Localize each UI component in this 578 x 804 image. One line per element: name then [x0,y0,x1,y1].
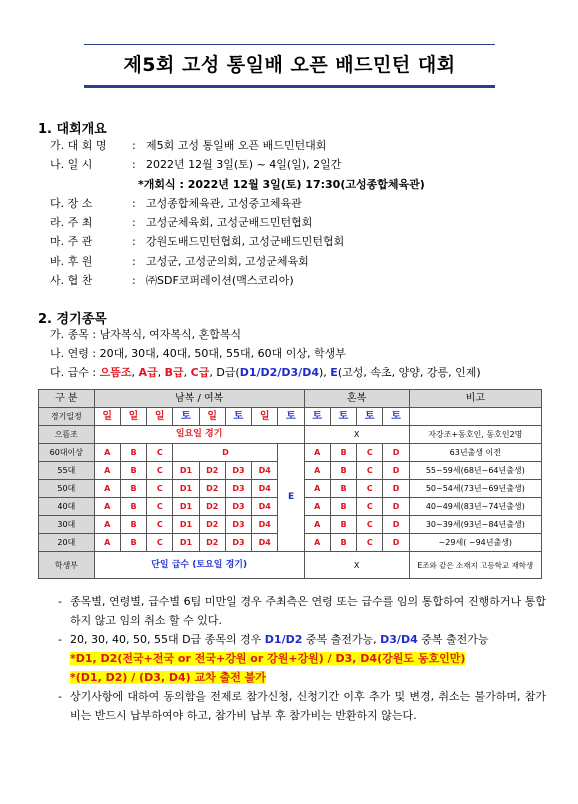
info-value: 고성종합체육관, 고성중고체육관 [146,196,302,210]
note-item: - 종목별, 연령별, 급수별 6팀 미만일 경우 주최측은 연령 또는 급수를 임의 통합하여 진행하거나 통합하지 않고 임의 취소 할 수 있다. [58,595,546,627]
note-item [58,649,546,668]
header-division: 구 분 [39,390,95,408]
info-value: ㈜SDF코퍼레이션(맥스코리아) [146,274,294,288]
info-label: 나. 일 시 [50,158,93,172]
info-value: 고성군체육회, 고성군배드민턴협회 [146,216,313,230]
table-header-row [39,390,542,408]
day-cell: 일 [252,408,278,426]
student-mixed-cell: X [304,552,409,579]
info-row: 바. 후 원 : 고성군, 고성군의회, 고성군체육회 [50,252,425,271]
day-cell: 일 [199,408,225,426]
event-age-line: 나. 연령 : 20대, 30대, 40대, 50대, 55대, 60대 이상, 학생부 [50,347,346,360]
day-cell: 토 [330,408,356,426]
event-grade-line: 다. 급수 : 으뜸조, A급, B급, C급, D급(D1/D2/D3/D4), E(고성, 속초, 양양, 강릉, 인제) [50,366,481,379]
row-label: 55대 [39,462,95,480]
note-item: - 상기사항에 대하여 동의함을 전제로 참가신청, 신청기간 이후 추가 및 변경, 취소는 불가하며, 참가비는 반드시 납부하여야 하고, 참가비 납부 후 참가비는 반환하지 않는다. [58,690,546,722]
grade-d3: D3 [281,366,299,379]
note-item: - 20, 30, 40, 50, 55대 D급 종목의 경우 D1/D2 중복 출전가능, D3/D4 중복 출전가능 [58,633,489,646]
table-row-60: 60대이상 A B C D E A B C D 63년출생 이전 [39,444,542,462]
grade-d1: D1 [239,366,257,379]
table-row-30: 30대 A B C D1 D2 D3 D4 A B C D 30~39세(93년~84년출생) [39,516,542,534]
row-note: 40~49세(83년~74년출생) [409,498,541,516]
info-value: 강원도배드민턴협회, 고성군배드민턴협회 [146,235,345,249]
info-label: 가. 대 회 명 [50,139,107,152]
row-label: 으뜸조 [39,426,95,444]
top-mixed-cell: X [304,426,409,444]
day-cell: 토 [383,408,409,426]
info-label: 사. 협 찬 [50,274,93,288]
schedule-row [39,408,542,426]
row-note: ~29세( ~94년출생) [409,534,541,552]
row-label: 학생부 [39,552,95,579]
row-label: 50대 [39,480,95,498]
student-note: E조와 같은 소재지 고등학교 재학생 [409,552,541,579]
table-row-55: 55대 A B C D1 D2 D3 D4 A B C D 55~59세(68년~64년출생) [39,462,542,480]
schedule-label: 경기일정 [39,408,95,426]
row-label: 60대이상 [39,444,95,462]
opening-ceremony-note: *개회식 : 2022년 12월 3일(토) 17:30(고성종합체육관) [138,177,425,191]
info-label: 다. 장 소 [50,196,93,210]
day-cell: 일 [120,408,146,426]
info-value: 2022년 12월 3일(토) ~ 4일(일), 2일간 [146,158,342,172]
info-row: 마. 주 관 : 강원도배드민턴협회, 고성군배드민턴협회 [50,232,425,251]
top-doubles-cell: 일요일 경기 [94,426,304,444]
info-label: 바. 후 원 [50,254,93,268]
top-note: 자강조+동호인, 동호인2명 [409,426,541,444]
grade-d2: D2 [260,366,278,379]
table-row-20: 20대 A B C D1 D2 D3 D4 A B C D ~29세( ~94년출생) [39,534,542,552]
row-label: 20대 [39,534,95,552]
info-value: 제5회 고성 통일배 오픈 배드민턴대회 [146,139,327,152]
info-row: 가. 대 회 명 : 제5회 고성 통일배 오픈 배드민턴대회 [50,136,425,155]
day-cell: 일 [94,408,120,426]
overview-list [50,136,425,290]
day-cell: 토 [173,408,199,426]
row-label: 30대 [39,516,95,534]
info-label: 라. 주 최 [50,216,93,230]
info-row: 나. 일 시 : 2022년 12월 3일(토) ~ 4일(일), 2일간 [50,155,425,174]
info-row: 라. 주 최 : 고성군체육회, 고성군배드민턴협회 [50,213,425,232]
note-highlight: *(D1, D2) / (D3, D4) 교차 출전 불가 [70,671,266,684]
note-item [58,668,546,687]
table-row-top [39,426,542,444]
day-cell: 토 [278,408,304,426]
row-label: 40대 [39,498,95,516]
day-cell: 토 [304,408,330,426]
grade-c: C급 [190,366,210,379]
page-title: 제5회 고성 통일배 오픈 배드민턴 대회 [123,54,456,76]
row-note: 55~59세(68년~64년출생) [409,462,541,480]
info-row: 사. 협 찬 : ㈜SDF코퍼레이션(맥스코리아) [50,271,425,290]
row-note: 63년출생 이전 [409,444,541,462]
grade-e: E [330,366,338,379]
row-note: 30~39세(93년~84년출생) [409,516,541,534]
events-list [50,325,481,382]
day-cell: 일 [147,408,173,426]
section-overview-heading: 1. 대회개요 [38,122,107,137]
header-note: 비고 [409,390,541,408]
event-type-line: 가. 종목 : 남자복식, 여자복식, 혼합복식 [50,328,242,341]
title-rule-bottom [84,85,495,88]
notes-list [58,592,546,725]
row-note: 50~54세(73년~69년출생) [409,480,541,498]
section-events-heading: 2. 경기종목 [38,312,107,327]
info-label: 마. 주 관 [50,235,93,249]
student-doubles-cell: 단일 급수 (토요일 경기) [94,552,304,579]
title-block [84,44,495,88]
header-mixed: 혼복 [304,390,409,408]
grade-b: B급 [164,366,184,379]
table-row-50: 50대 A B C D1 D2 D3 D4 A B C D 50~54세(73년~69년출생) [39,480,542,498]
grade-d4: D4 [302,366,319,379]
grade-a: A급 [138,366,158,379]
grade-e-cell: E [278,444,304,552]
table-row-student [39,552,542,579]
header-doubles: 남복 / 여복 [94,390,304,408]
day-cell: 토 [357,408,383,426]
event-grade-table [38,389,542,579]
table-row-40: 40대 A B C D1 D2 D3 D4 A B C D 40~49세(83년~74년출생) [39,498,542,516]
grade-top: 으뜸조 [99,366,132,379]
info-row: 다. 장 소 : 고성종합체육관, 고성중고체육관 [50,194,425,213]
day-cell: 토 [225,408,251,426]
info-value: 고성군, 고성군의회, 고성군체육회 [146,254,309,268]
note-highlight: *D1, D2(전국+전국 or 전국+강원 or 강원+강원) / D3, D4(강원도 동호인만) [70,652,466,665]
